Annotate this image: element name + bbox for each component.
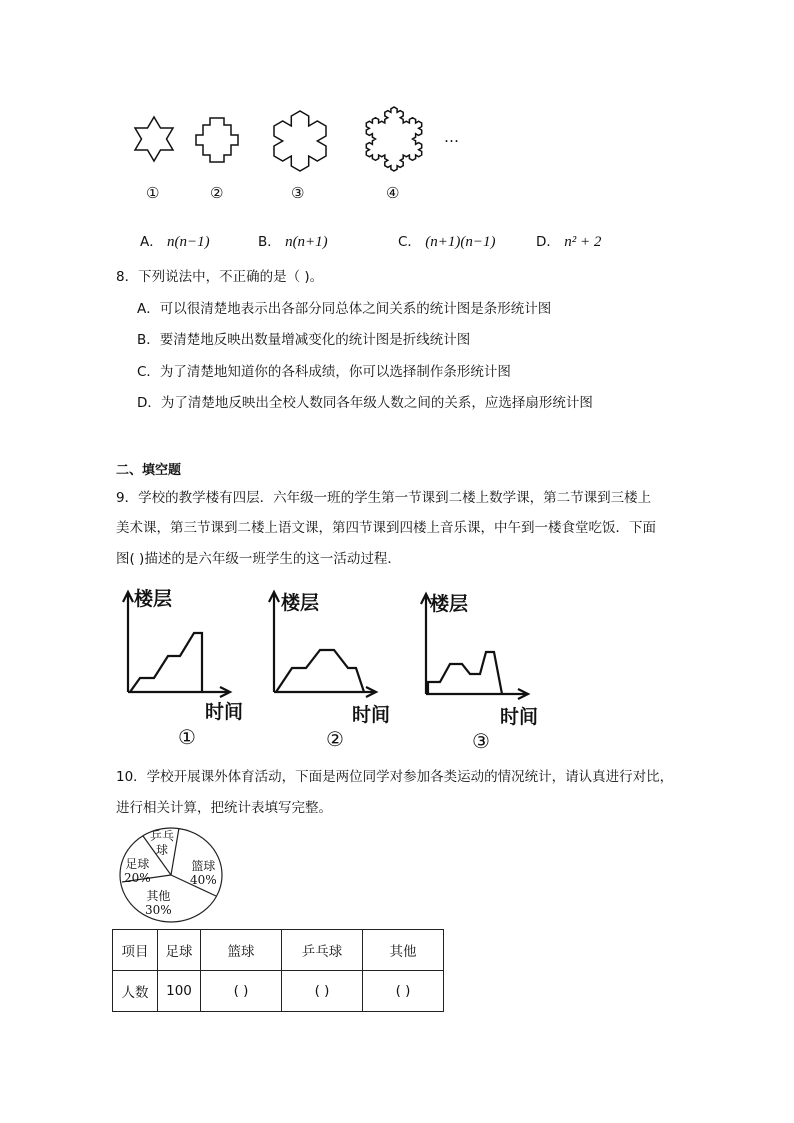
graph-line [130, 633, 202, 692]
q7-option-c[interactable] [398, 232, 495, 252]
graph-3-number: ③ [472, 729, 490, 753]
y-axis [123, 592, 133, 692]
pie-label-other: 其他 30% [145, 889, 172, 917]
option-expression: n(n−1) [167, 234, 210, 250]
graph-2-y-label: 楼层 [281, 592, 320, 614]
option-letter: C． [398, 234, 421, 250]
q7-option-a[interactable] [140, 232, 210, 252]
table-header-cell: 其他 [363, 930, 444, 971]
pie-label-basketball: 篮球 40% [190, 859, 217, 887]
q10-text-line-1: 10．学校开展课外体育活动，下面是两位同学对参加各类运动的情况统计，请认真进行对比， [116, 769, 674, 785]
table-header-cell: 项目 [113, 930, 158, 971]
x-axis [426, 689, 528, 699]
option-letter: A． [140, 234, 163, 250]
table-header-cell: 足球 [158, 930, 201, 971]
graph-2-x-label: 时间 [352, 704, 391, 726]
q8-option-b[interactable]: B．要清楚地反映出数量增减变化的统计图是折线统计图 [137, 332, 471, 348]
graph-3-y-label: 楼层 [430, 593, 469, 615]
graph-3-x-label: 时间 [500, 706, 539, 728]
graph-1-number: ① [178, 725, 196, 749]
section-title: 二、填空题 [116, 463, 182, 478]
q7-option-b[interactable] [258, 232, 328, 252]
table-header-cell: 篮球 [201, 930, 282, 971]
figure-4-snowflake [354, 101, 434, 177]
table-cell-football: 100 [158, 971, 201, 1012]
x-axis [274, 687, 376, 697]
graph-line [428, 652, 502, 694]
option-letter: D． [536, 234, 560, 250]
figure-ellipsis: … [444, 128, 459, 146]
q8-option-a[interactable]: A．可以很清楚地表示出各部分同总体之间关系的统计图是条形统计图 [137, 301, 552, 317]
pie-label-football: 足球 20% [124, 857, 151, 885]
graph-1-y-label: 楼层 [134, 588, 173, 610]
graph-1-x-label: 时间 [205, 701, 244, 723]
q7-option-d[interactable] [536, 232, 601, 252]
pie-label-pingpong: 乒乓 球 [150, 829, 175, 857]
q9-text-line-3: 图( )描述的是六年级一班学生的这一活动过程． [116, 551, 401, 567]
y-axis [269, 592, 279, 692]
option-expression: n(n+1) [285, 234, 328, 250]
option-expression: (n+1)(n−1) [425, 234, 496, 250]
answer-blank-other[interactable]: ( ) [363, 971, 444, 1012]
answer-blank-pingpong[interactable]: ( ) [282, 971, 363, 1012]
figure-2-cross [193, 115, 241, 165]
table-row-label: 人数 [113, 971, 158, 1012]
figure-label-3: ③ [291, 184, 305, 202]
figure-1-star [129, 114, 179, 164]
q8-option-d[interactable]: D．为了清楚地反映出全校人数同各年级人数之间的关系，应选择扇形统计图 [137, 395, 593, 411]
option-letter: B． [258, 234, 281, 250]
table-row [113, 971, 444, 1012]
q9-text-line-2: 美术课，第三节课到二楼上语文课，第四节课到四楼上音乐课，中午到一楼食堂吃饭．下面 [116, 520, 656, 536]
q8-option-c[interactable]: C．为了清楚地知道你的各科成绩，你可以选择制作条形统计图 [137, 364, 511, 380]
graph-line [276, 650, 364, 692]
figure-3-snowflake [262, 104, 338, 178]
x-axis [128, 687, 230, 697]
option-expression: n² + 2 [564, 234, 602, 250]
q8-stem: 8．下列说法中，不正确的是（ )。 [116, 269, 324, 285]
figure-label-4: ④ [386, 184, 400, 202]
table-header-row [113, 930, 444, 971]
answer-blank-basketball[interactable]: ( ) [201, 971, 282, 1012]
figure-label-2: ② [210, 184, 224, 202]
q9-text-line-1: 9．学校的教学楼有四层．六年级一班的学生第一节课到二楼上数学课，第二节课到三楼上 [116, 490, 652, 506]
figure-label-1: ① [146, 184, 160, 202]
sports-stat-table [112, 929, 444, 1012]
q10-text-line-2: 进行相关计算，把统计表填写完整。 [116, 800, 332, 816]
table-header-cell: 乒乓球 [282, 930, 363, 971]
graph-2-number: ② [326, 727, 344, 751]
